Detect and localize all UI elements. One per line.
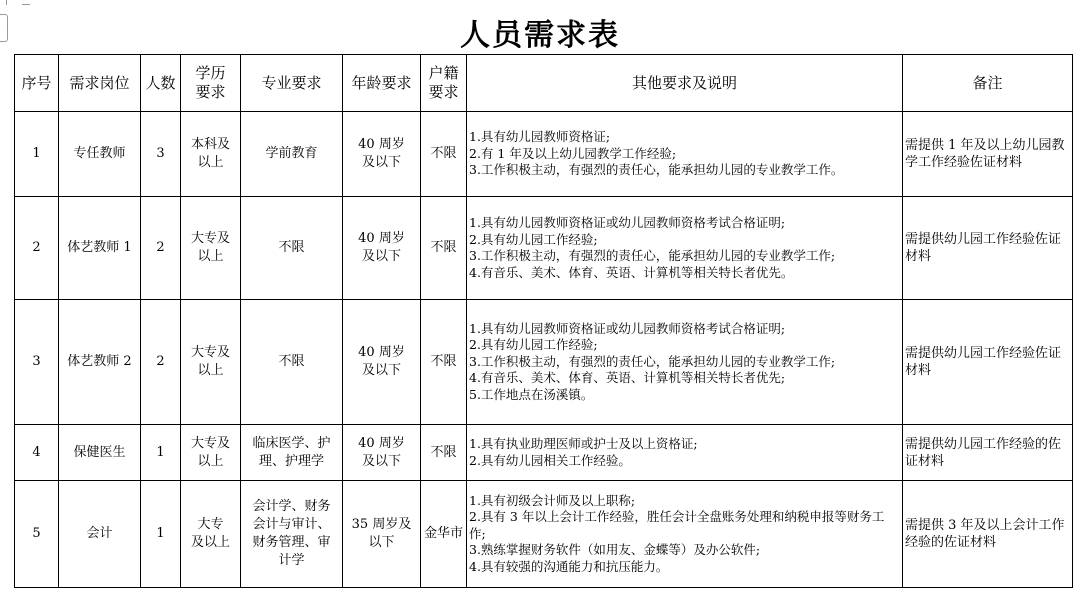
table-row (15, 300, 1073, 425)
requirement-line: 1.具有幼儿园教师资格证或幼儿园教师资格考试合格证明; (469, 320, 786, 336)
cell-hukou: 不限 (421, 300, 467, 425)
age-line: 40 周岁 (358, 231, 405, 246)
cell-major (241, 300, 343, 425)
cell-other (467, 112, 903, 197)
major-line: 会计与审计、 (252, 517, 331, 532)
cell-age (343, 481, 421, 588)
cell-age (343, 300, 421, 425)
cell-position: 体艺教师 2 (59, 300, 141, 425)
cell-seq: 4 (15, 425, 59, 481)
requirement-line: 3.熟练掌握财务软件（如用友、金蝶等）及办公软件; (469, 542, 761, 558)
requirement-line: 1.具有执业助理医师或护士及以上资格证; (469, 436, 698, 451)
cell-age (343, 197, 421, 300)
edu-line: 以上 (197, 249, 224, 264)
cell-other (467, 300, 903, 425)
requirement-line: 1.具有初级会计师及以上职称; (469, 492, 636, 508)
cell-education (181, 197, 241, 300)
edu-line: 大专及 (190, 345, 230, 360)
requirement-line: 3.工作积极主动，有强烈的责任心，能承担幼儿园的专业教学工作; (469, 248, 836, 263)
header-hukou (421, 55, 467, 112)
header-major: 专业要求 (241, 55, 343, 112)
header-age: 年龄要求 (343, 55, 421, 112)
edu-line: 以上 (197, 155, 224, 170)
age-line: 40 周岁 (358, 435, 405, 451)
cell-position: 专任教师 (59, 112, 141, 197)
age-line: 及以下 (361, 155, 401, 170)
requirement-line: 4.有音乐、美术、体育、英语、计算机等相关特长者优先。 (469, 264, 794, 280)
cell-hukou: 金华市 (421, 481, 467, 588)
header-remark: 备注 (903, 55, 1073, 112)
page-title: 人员需求表 (460, 18, 620, 53)
requirements-table (14, 54, 1073, 588)
requirement-line: 5.工作地点在汤溪镇。 (469, 386, 594, 402)
cell-major (241, 481, 343, 588)
cell-age (343, 112, 421, 197)
header-education-line1: 学历 (195, 64, 226, 82)
age-line: 及以下 (361, 249, 401, 264)
major-line: 不限 (278, 354, 305, 369)
requirement-line: 2.具有幼儿园工作经验; (469, 337, 598, 353)
edu-line: 大专 (197, 517, 224, 532)
top-edge-mark (22, 0, 30, 5)
edu-line: 以上 (197, 363, 224, 378)
edu-line: 及以上 (190, 535, 230, 550)
cell-seq: 1 (15, 112, 59, 197)
cell-hukou: 不限 (421, 197, 467, 300)
cell-seq: 5 (15, 481, 59, 588)
cell-seq: 3 (15, 300, 59, 425)
cell-major (241, 197, 343, 300)
header-seq: 序号 (15, 55, 59, 112)
cell-hukou: 不限 (421, 425, 467, 481)
cell-education (181, 425, 241, 481)
major-line: 不限 (278, 240, 305, 255)
cell-count: 2 (141, 197, 181, 300)
cell-count: 3 (141, 112, 181, 197)
requirement-line: 4.具有较强的沟通能力和抗压能力。 (469, 558, 669, 574)
table-row (15, 197, 1073, 300)
major-line: 财务管理、审 (252, 535, 331, 550)
edu-line: 以上 (197, 453, 224, 469)
cell-position: 保健医生 (59, 425, 141, 481)
major-line: 理、护理学 (258, 453, 324, 469)
cell-education (181, 112, 241, 197)
age-line: 35 周岁及 (351, 517, 412, 532)
requirement-line: 2.具有 3 年以上会计工作经验，胜任会计全盘账务处理和纳税申报等财务工作; (469, 509, 885, 541)
age-line: 及以下 (361, 363, 401, 378)
header-other: 其他要求及说明 (467, 55, 903, 112)
cell-hukou: 不限 (421, 112, 467, 197)
major-line: 会计学、财务 (252, 499, 331, 514)
cell-other (467, 425, 903, 481)
cell-other (467, 481, 903, 588)
cell-remark: 需提供 1 年及以上幼儿园教学工作经验佐证材料 (903, 112, 1073, 197)
cell-other (467, 197, 903, 300)
header-education (181, 55, 241, 112)
requirement-line: 3.工作积极主动，有强烈的责任心，能承担幼儿园的专业教学工作。 (469, 162, 844, 178)
cell-major (241, 425, 343, 481)
cell-count: 1 (141, 481, 181, 588)
header-position: 需求岗位 (59, 55, 141, 112)
table-row (15, 112, 1073, 197)
cell-count: 1 (141, 425, 181, 481)
requirement-line: 1.具有幼儿园教师资格证; (469, 129, 611, 145)
cell-age (343, 425, 421, 481)
requirement-line: 1.具有幼儿园教师资格证或幼儿园教师资格考试合格证明; (469, 215, 786, 230)
cell-count: 2 (141, 300, 181, 425)
header-education-line2: 要求 (195, 83, 226, 101)
requirement-line: 4.有音乐、美术、体育、英语、计算机等相关特长者优先; (469, 370, 786, 386)
age-line: 40 周岁 (358, 345, 405, 360)
major-line: 计学 (278, 553, 305, 568)
major-line: 学前教育 (265, 146, 318, 161)
table-row (15, 481, 1073, 588)
top-edge-tick (6, 0, 7, 5)
age-line: 40 周岁 (358, 137, 405, 152)
cell-education (181, 481, 241, 588)
major-line: 临床医学、护 (252, 435, 331, 451)
requirement-line: 2.具有幼儿园相关工作经验。 (469, 452, 631, 468)
edu-line: 本科及 (190, 137, 230, 152)
age-line: 以下 (368, 535, 395, 550)
header-count: 人数 (141, 55, 181, 112)
cell-position: 体艺教师 1 (59, 197, 141, 300)
edu-line: 大专及 (190, 435, 230, 451)
cell-remark: 需提供幼儿园工作经验佐证材料 (903, 300, 1073, 425)
cell-seq: 2 (15, 197, 59, 300)
cell-remark: 需提供 3 年及以上会计工作经验的佐证材料 (903, 481, 1073, 588)
table-header-row (15, 55, 1073, 112)
header-hukou-line1: 户籍 (428, 64, 459, 82)
cell-remark: 需提供幼儿园工作经验佐证材料 (903, 197, 1073, 300)
cell-education (181, 300, 241, 425)
cell-position: 会计 (59, 481, 141, 588)
edu-line: 大专及 (190, 231, 230, 246)
table-row (15, 425, 1073, 481)
requirement-line: 2.具有幼儿园工作经验; (469, 231, 598, 247)
cell-major (241, 112, 343, 197)
header-hukou-line2: 要求 (428, 83, 459, 101)
age-line: 及以下 (361, 453, 401, 469)
requirement-line: 2.有 1 年及以上幼儿园教学工作经验; (469, 145, 677, 161)
cell-remark: 需提供幼儿园工作经验的佐证材料 (903, 425, 1073, 481)
requirement-line: 3.工作积极主动，有强烈的责任心，能承担幼儿园的专业教学工作; (469, 353, 836, 369)
